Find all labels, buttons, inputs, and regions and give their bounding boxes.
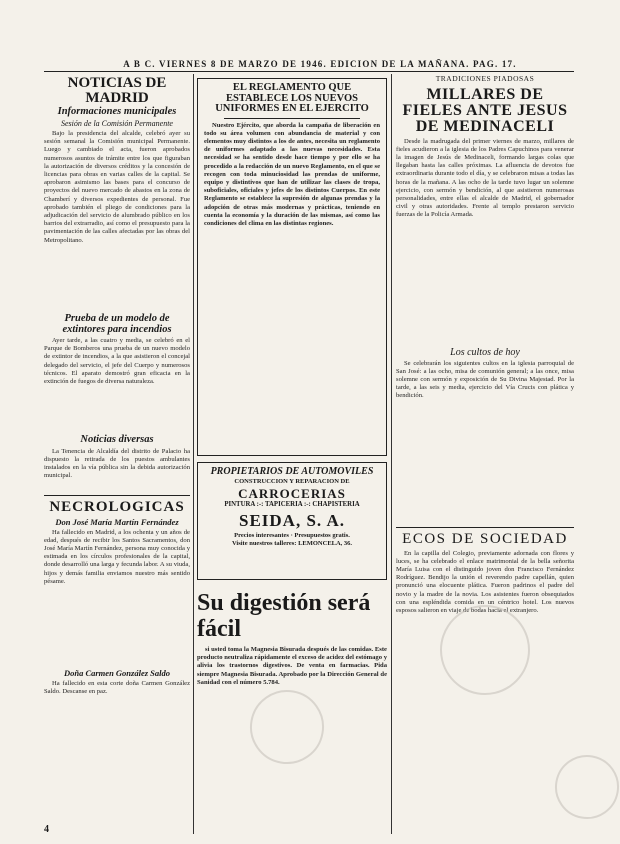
bodywork-advertisement: [197, 462, 387, 580]
header-rule: [44, 71, 574, 72]
misc-news-body: La Tenencia de Alcaldía del distrito de Palacio ha dispuesto la retirada de los puestos ambulantes instalados en la vía pública sin la debida autorización municipal.: [44, 447, 190, 480]
regulation-headline: EL REGLAMENTO QUE ESTABLECE LOS NUEVOS UNIFORMES EN EL EJERCITO: [215, 82, 369, 114]
regulation-article-body: Nuestro Ejército, que aborda la campaña de liberación en todo su área volumen con abundancia de material y con elementos muy distintos a los de antes, necesita un reglamento de uniformes adaptado a las nuevas necesidades. Esta necesidad se ha sentido desde hace tiempo y por ello se ha procedido a la redacción de un nuevo Reglamento, en el que se recogen con toda minuciosidad las prendas de uniforme, equipo y distintivos que han de utilizar las clases de tropa, suboficiales, oficiales y jefes de los distintos Cuerpos. En este Reglamento se establece la supresión de algunas prendas y la adopción de otras más modernas y prácticas, teniendo en cuenta la economía y la duración de las mismas, así como las condiciones del clima en las distintas regiones.: [204, 121, 380, 227]
society-rule: [396, 527, 574, 528]
ad-services-line: PINTURA :-: TAPICERIA :-: CHAPISTERIA: [224, 500, 360, 508]
obituary-name-1: Don José María Martín Fernández: [55, 516, 179, 527]
page-header: A B C. VIERNES 8 DE MARZO DE 1946. EDICION DE LA MAÑANA. PAG. 17.: [123, 59, 517, 69]
page-number: 4: [44, 824, 49, 835]
column-divider-2: [391, 74, 392, 834]
column-center: [197, 78, 387, 826]
ad-construction-line: CONSTRUCCION Y REPARACION DE: [234, 478, 350, 485]
column-left: [44, 74, 190, 824]
worship-title: Los cultos de hoy: [450, 346, 520, 358]
commission-section-title: Sesión de la Comisión Permanente: [61, 119, 173, 128]
headline-rule: [224, 118, 360, 119]
society-news-body: En la capilla del Colegio, previamente adornada con flores y luces, se ha celebrado el enlace matrimonial de la bella señorita María Luisa con el distinguido joven don Francisco Fernández Rodríguez. Bendijo la unión el reverendo padre capellán, quien pronunció una elocuente plática. Fueron padrinos el padre del novio y la madre de la novia. Los asistentes fueron obsequiados con una espléndida comida en un céntrico hotel. Los nuevos esposos salieron en viaje de bodas hacia el extranjero.: [396, 549, 574, 614]
column-divider-1: [193, 74, 194, 834]
ad-company-name: SEIDA, S. A.: [238, 511, 345, 531]
ad-prices-line: Precios interesantes · Presupuestos gratis.: [234, 532, 350, 540]
municipal-subtitle: Informaciones municipales: [57, 106, 177, 117]
municipal-article-body: Bajo la presidencia del alcalde, celebró ayer su sesión semanal la Comisión municipal Permanente. Luego y cambiado el acta, fueron aprobados numerosos asuntos de trámite entre los que figuraban la autorización de diversos créditos y la concesión de licencias para obras en varias calles de la capital. Se aprobaron asimismo las bases para el concurso de proyectos del nuevo mercado de abastos en la zona de Chamberí y diversos expedientes de personal. Fue aprobado también el pliego de condiciones para la adjudicación del servicio de alumbrado público en los barrios del extrarradio, así como el presupuesto para la pavimentación de las calles afectadas por las obras del Metropolitano.: [44, 130, 190, 244]
digestion-advertisement: [197, 590, 387, 816]
obituaries-title: NECROLOGICAS: [49, 498, 185, 515]
worship-body: Se celebrarán los siguientes cultos en la iglesia parroquial de San José: a las ocho, misa de comunión general; a las once, misa solemne con sermón y exposición de Su Divina Majestad. Por la tarde, a las seis y media, ejercicio del Vía Crucis con plática y bendición.: [396, 359, 574, 400]
digestion-headline: Su digestión será fácil: [197, 590, 371, 642]
regulation-article-box: [197, 78, 387, 456]
obituary-body-2: Ha fallecido en esta corte doña Carmen González Saldo. Descanse en paz.: [44, 679, 190, 695]
section-rule: [44, 495, 190, 496]
medinaceli-article-body: Desde la madrugada del primer viernes de marzo, millares de fieles acudieron a la iglesia de los Padres Capuchinos para venerar la imagen de Jesús de Medinaceli, formando largas colas que llegaban hasta las calles próximas. La afluencia de devotos fue extraordinaria durante todo el día, y se celebraron misas a todas las horas de la mañana. A las ocho de la tarde tuvo lugar un solemne ejercicio, con sermón y bendición, al que asistieron numerosas personalidades, entre ellas el alcalde de Madrid, el gobernador civil y otras autoridades. Frente al templo prestaron servicio fuerzas de la Policía Armada.: [396, 137, 574, 219]
digestion-body: si usted toma la Magnesia Bisurada después de las comidas. Este producto neutraliza rápidamente el exceso de acidez del estómago y alivia los trastornos digestivos. De venta en farmacias. Pida siempre Magnesia Bisurada. Aprobado por la Dirección General de Sanidad con el número 5.784.: [197, 646, 387, 686]
medinaceli-headline: MILLARES DE FIELES ANTE JESUS DE MEDINACELI: [402, 85, 568, 135]
ad-bodywork-line: CARROCERIAS: [238, 485, 346, 501]
extinguisher-article-body: Ayer tarde, a las cuatro y media, se celebró en el Parque de Bomberos una prueba de un nuevo modelo de extintor de incendios, a la que asistieron el concejal delegado del servicio, el jefe del Cuerpo y numerosos técnicos. El aparato demostró gran eficacia en la extinción de fuegos de diversa naturaleza.: [44, 337, 190, 386]
misc-news-title: Noticias diversas: [80, 434, 154, 445]
madrid-news-title: NOTICIAS DE MADRID: [67, 75, 167, 106]
pious-traditions-kicker: TRADICIONES PIADOSAS: [435, 74, 535, 83]
society-news-title: ECOS DE SOCIEDAD: [402, 530, 568, 547]
obituary-name-2: Doña Carmen González Saldo: [63, 667, 171, 678]
ad-workshop-line: Visite nuestros talleres: LEMONCELA, 36.: [231, 539, 353, 547]
ad-owners-line: PROPIETARIOS DE AUTOMOVILES: [210, 466, 374, 477]
obituary-body-1: Ha fallecido en Madrid, a los ochenta y un años de edad, después de recibir los Santos Sacramentos, don José María Martín Fernández, persona muy conocida y estimada en los círculos profesionales de la capital, donde desarrolló una larga y fecunda labor. A su viuda, hijos y demás familia enviamos nuestro más sentido pésame.: [44, 528, 190, 585]
column-right: [396, 74, 574, 826]
extinguisher-headline: Prueba de un modelo de extintores para incendios: [62, 313, 172, 335]
